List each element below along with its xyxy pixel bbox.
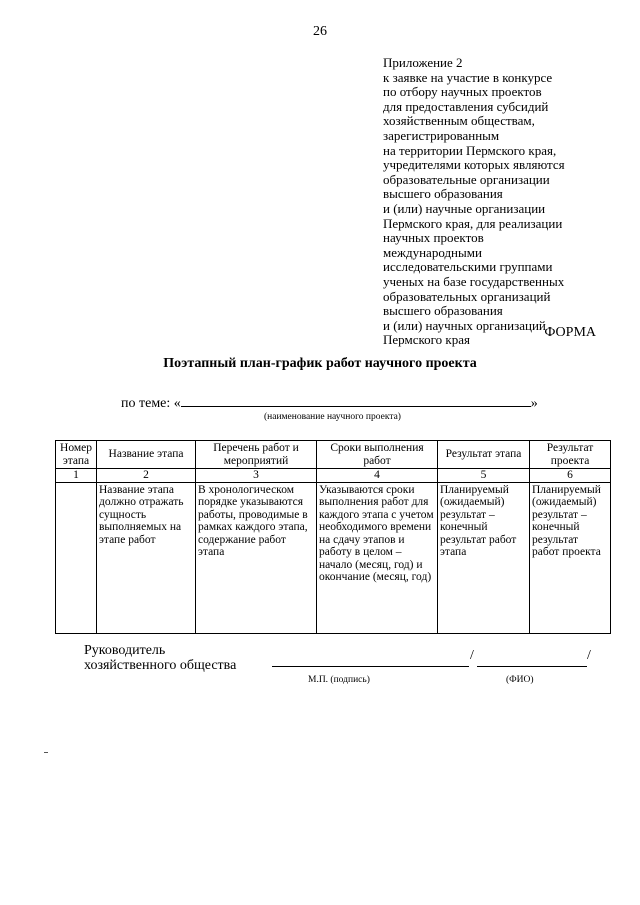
topic-caption: (наименование научного проекта) bbox=[264, 412, 401, 422]
table-cell[interactable]: Планируемый (ожидаемый) результат – конечный результат работ проекта bbox=[530, 482, 611, 633]
table-number-row bbox=[56, 469, 611, 483]
table-header-cell: Номер этапа bbox=[56, 441, 97, 469]
topic-blank-line[interactable] bbox=[181, 394, 531, 407]
appendix-line: к заявке на участие в конкурсе bbox=[383, 69, 553, 85]
plan-table bbox=[55, 440, 611, 634]
appendix-line: зарегистрированным bbox=[383, 127, 500, 143]
table-header-cell: Результат этапа bbox=[438, 441, 530, 469]
form-label: ФОРМА bbox=[544, 325, 596, 340]
table-header-row bbox=[56, 441, 611, 469]
appendix-line: образовательные организации bbox=[383, 171, 550, 187]
appendix-line: высшего образования bbox=[383, 303, 503, 319]
appendix-line: для предоставления субсидий bbox=[383, 98, 549, 114]
appendix-line: и (или) научные организации bbox=[383, 200, 546, 216]
appendix-block bbox=[383, 56, 623, 348]
scan-mark bbox=[44, 752, 48, 753]
table-cell[interactable]: Название этапа должно отражать сущность выполняемых на этапе работ bbox=[97, 482, 196, 633]
column-number: 6 bbox=[530, 469, 611, 483]
appendix-line: по отбору научных проектов bbox=[383, 84, 542, 100]
topic-suffix: » bbox=[530, 396, 538, 411]
signer-line-1: Руководитель bbox=[84, 643, 166, 658]
appendix-line: научных проектов bbox=[383, 230, 484, 246]
column-number: 2 bbox=[97, 469, 196, 483]
signature-field[interactable] bbox=[272, 650, 469, 667]
signer-label bbox=[84, 643, 236, 673]
full-name-caption: (ФИО) bbox=[506, 675, 534, 685]
table-header-cell: Название этапа bbox=[97, 441, 196, 469]
signature-separator: / bbox=[587, 648, 591, 663]
stamp-signature-caption: М.П. (подпись) bbox=[308, 675, 370, 685]
topic-line bbox=[121, 394, 538, 412]
table-cell[interactable]: В хронологическом порядке указываются работы, проводимые в рамках каждого этапа, содержание работ этапа bbox=[196, 482, 317, 633]
column-number: 3 bbox=[196, 469, 317, 483]
appendix-line: Пермского края bbox=[383, 332, 470, 348]
topic-prefix: по теме: « bbox=[121, 396, 181, 411]
signature-separator: / bbox=[470, 648, 474, 663]
appendix-line: и (или) научных организаций bbox=[383, 317, 546, 333]
appendix-line: Пермского края, для реализации bbox=[383, 215, 563, 231]
appendix-line: образовательных организаций bbox=[383, 288, 551, 304]
column-number: 4 bbox=[317, 469, 438, 483]
page-number: 26 bbox=[313, 24, 327, 39]
appendix-line: учредителями которых являются bbox=[383, 157, 565, 173]
table-header-cell: Результат проекта bbox=[530, 441, 611, 469]
document-title: Поэтапный план-график работ научного проекта bbox=[163, 356, 477, 371]
appendix-line: на территории Пермского края, bbox=[383, 142, 557, 158]
appendix-line: ученых на базе государственных bbox=[383, 273, 565, 289]
column-number: 5 bbox=[438, 469, 530, 483]
column-number: 1 bbox=[56, 469, 97, 483]
appendix-line: высшего образования bbox=[383, 186, 503, 202]
table-cell[interactable] bbox=[56, 482, 97, 633]
table-cell[interactable]: Указываются сроки выполнения работ для каждого этапа с учетом необходимого времени на сдачу этапов и работу в целом – начало (месяц, год) и окончание (месяц, год) bbox=[317, 482, 438, 633]
signer-line-2: хозяйственного общества bbox=[84, 658, 237, 673]
appendix-line: международными bbox=[383, 244, 482, 260]
appendix-line: хозяйственным обществам, bbox=[383, 113, 535, 129]
table-cell[interactable]: Планируемый (ожидаемый) результат – конечный результат работ этапа bbox=[438, 482, 530, 633]
appendix-line: исследовательскими группами bbox=[383, 259, 553, 275]
appendix-line: Приложение 2 bbox=[383, 55, 463, 70]
full-name-field[interactable] bbox=[477, 650, 587, 667]
table-row bbox=[56, 482, 611, 633]
table-header-cell: Сроки выполнения работ bbox=[317, 441, 438, 469]
table-header-cell: Перечень работ и мероприятий bbox=[196, 441, 317, 469]
